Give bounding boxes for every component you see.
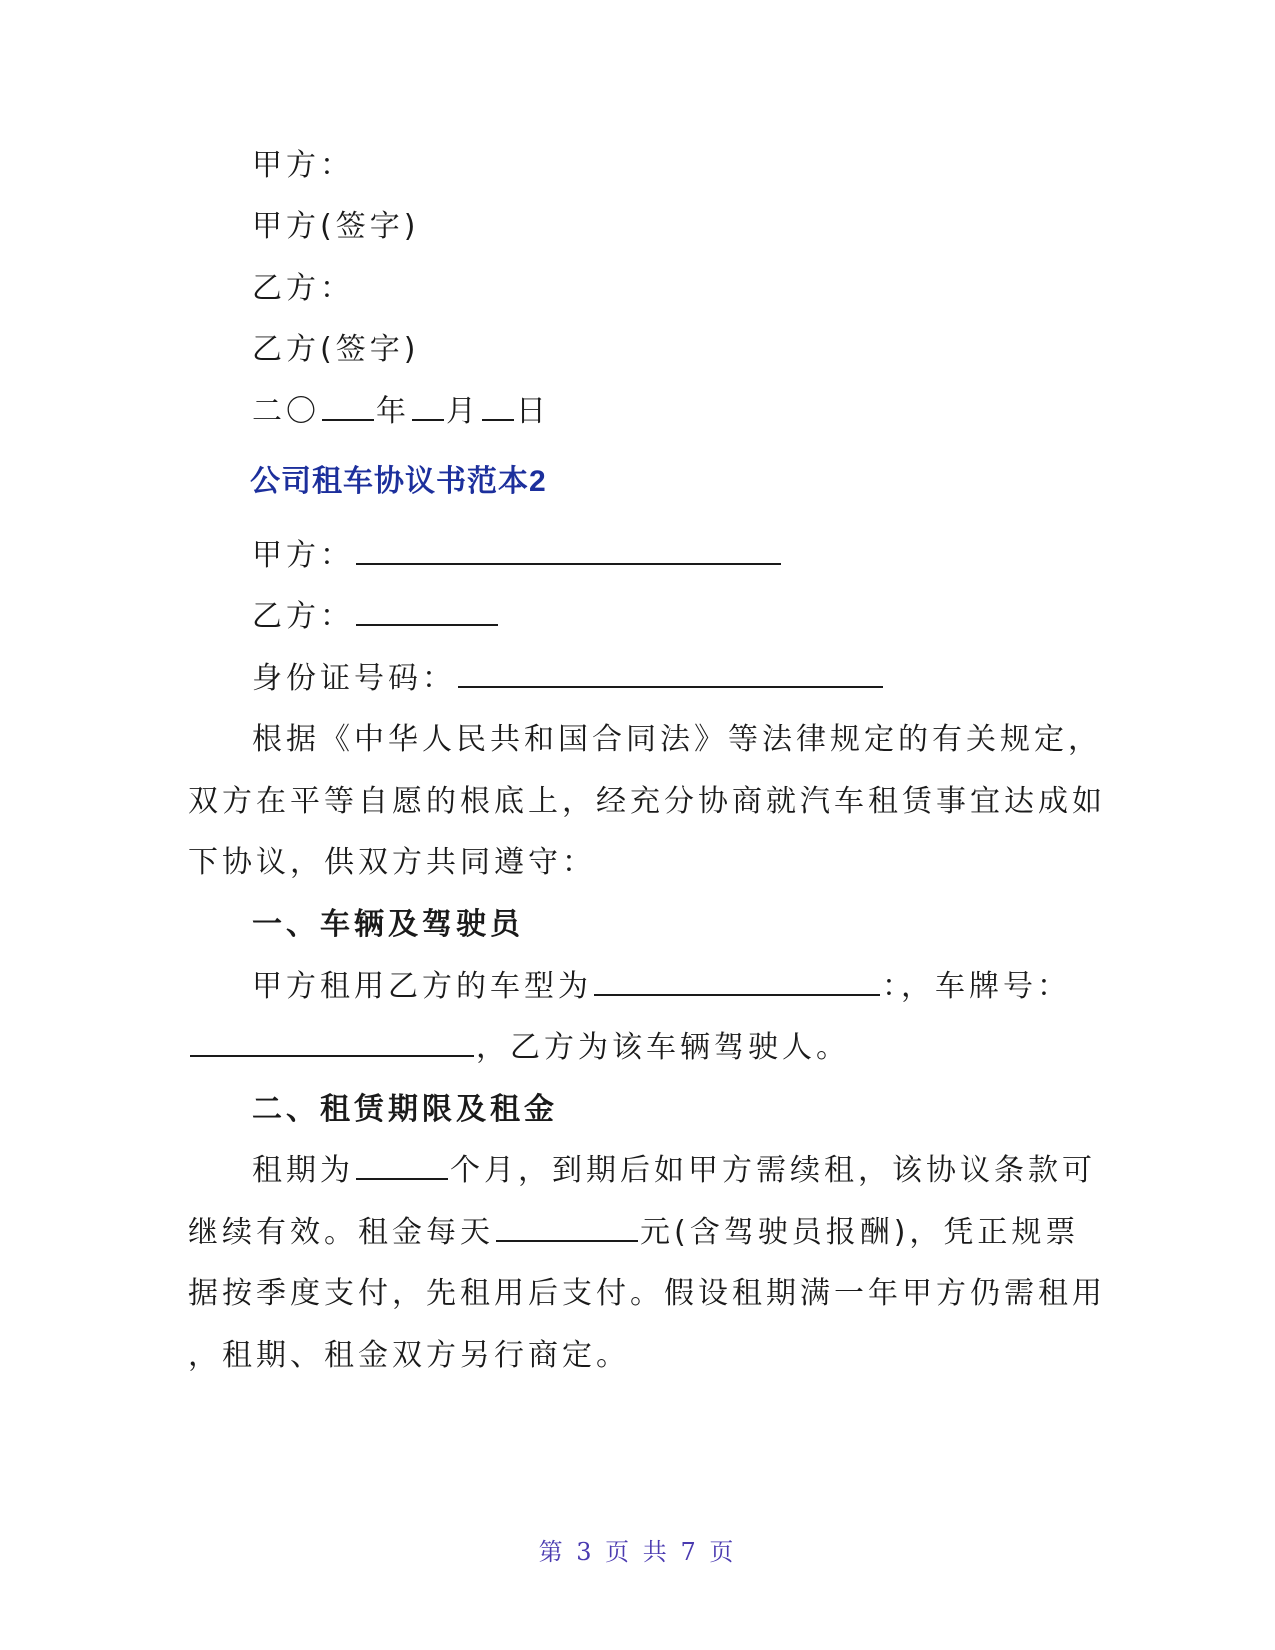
date-day-blank: [482, 393, 514, 421]
page-footer: 第 3 页 共 7 页: [538, 1538, 737, 1566]
daily-rent-blank: [496, 1214, 638, 1242]
section-1-heading: 一、车辆及驾驶员: [252, 907, 524, 942]
date-day-label: 日: [516, 394, 550, 429]
car-model-label: 甲方租用乙方的车型为: [252, 969, 592, 1004]
date-month-blank: [412, 393, 444, 421]
signature-party-a-label: 甲方：: [252, 148, 354, 183]
plate-number-label: ：，车牌号：: [882, 969, 1071, 1004]
document-title: 公司租车协议书范本2: [250, 465, 547, 498]
section-2-line-4: ，租期、租金双方另行商定。: [188, 1338, 630, 1373]
signature-date: [252, 392, 550, 432]
driver-statement: ，乙方为该车辆驾驶人。: [476, 1030, 850, 1065]
party-b-blank: [356, 598, 498, 626]
date-prefix: 二〇: [252, 394, 320, 429]
date-month-label: 月: [446, 394, 480, 429]
signature-party-b-label: 乙方：: [252, 271, 354, 306]
id-number-line: [252, 659, 885, 699]
daily-rent-text: 元(含驾驶员报酬)，凭正规票: [640, 1215, 1080, 1250]
id-number-blank: [458, 660, 883, 688]
signature-party-a-sign: [252, 207, 419, 247]
section-2-heading: 二、租赁期限及租金: [252, 1092, 558, 1127]
daily-rent-label: 继续有效。租金每天: [188, 1215, 494, 1250]
preamble-line-3: 下协议，供双方共同遵守：: [188, 845, 596, 880]
preamble-line-2: 双方在平等自愿的根底上，经充分协商就汽车租赁事宜达成如: [188, 784, 1106, 819]
date-year-label: 年: [376, 394, 410, 429]
lease-term-blank: [356, 1152, 448, 1180]
party-b-line: [252, 597, 500, 637]
preamble-line-1: 根据《中华人民共和国合同法》等法律规定的有关规定，: [252, 722, 1102, 757]
section-2-line-1: [252, 1151, 1096, 1191]
party-a-blank: [356, 537, 781, 565]
section-1-line-1: [252, 967, 1071, 1007]
section-2-line-2: [188, 1213, 1079, 1253]
id-number-label: 身份证号码：: [252, 661, 456, 696]
party-b-label: 乙方：: [252, 599, 354, 634]
plate-number-blank: [190, 1029, 474, 1057]
signature-party-b-sign-label: 乙方(签字): [252, 332, 420, 367]
signature-party-a: [252, 146, 354, 186]
car-model-blank: [594, 968, 880, 996]
signature-party-a-sign-label: 甲方(签字): [252, 209, 420, 244]
signature-party-b: [252, 269, 354, 309]
party-a-label: 甲方：: [252, 538, 354, 573]
lease-term-label: 租期为: [252, 1153, 354, 1188]
date-year-blank: [322, 393, 374, 421]
section-1-line-2: [188, 1028, 850, 1068]
party-a-line: [252, 536, 783, 576]
section-2-line-3: 据按季度支付，先租用后支付。假设租期满一年甲方仍需租用: [188, 1276, 1106, 1311]
lease-term-text: 个月，到期后如甲方需续租，该协议条款可: [450, 1153, 1096, 1188]
signature-party-b-sign: [252, 330, 419, 370]
